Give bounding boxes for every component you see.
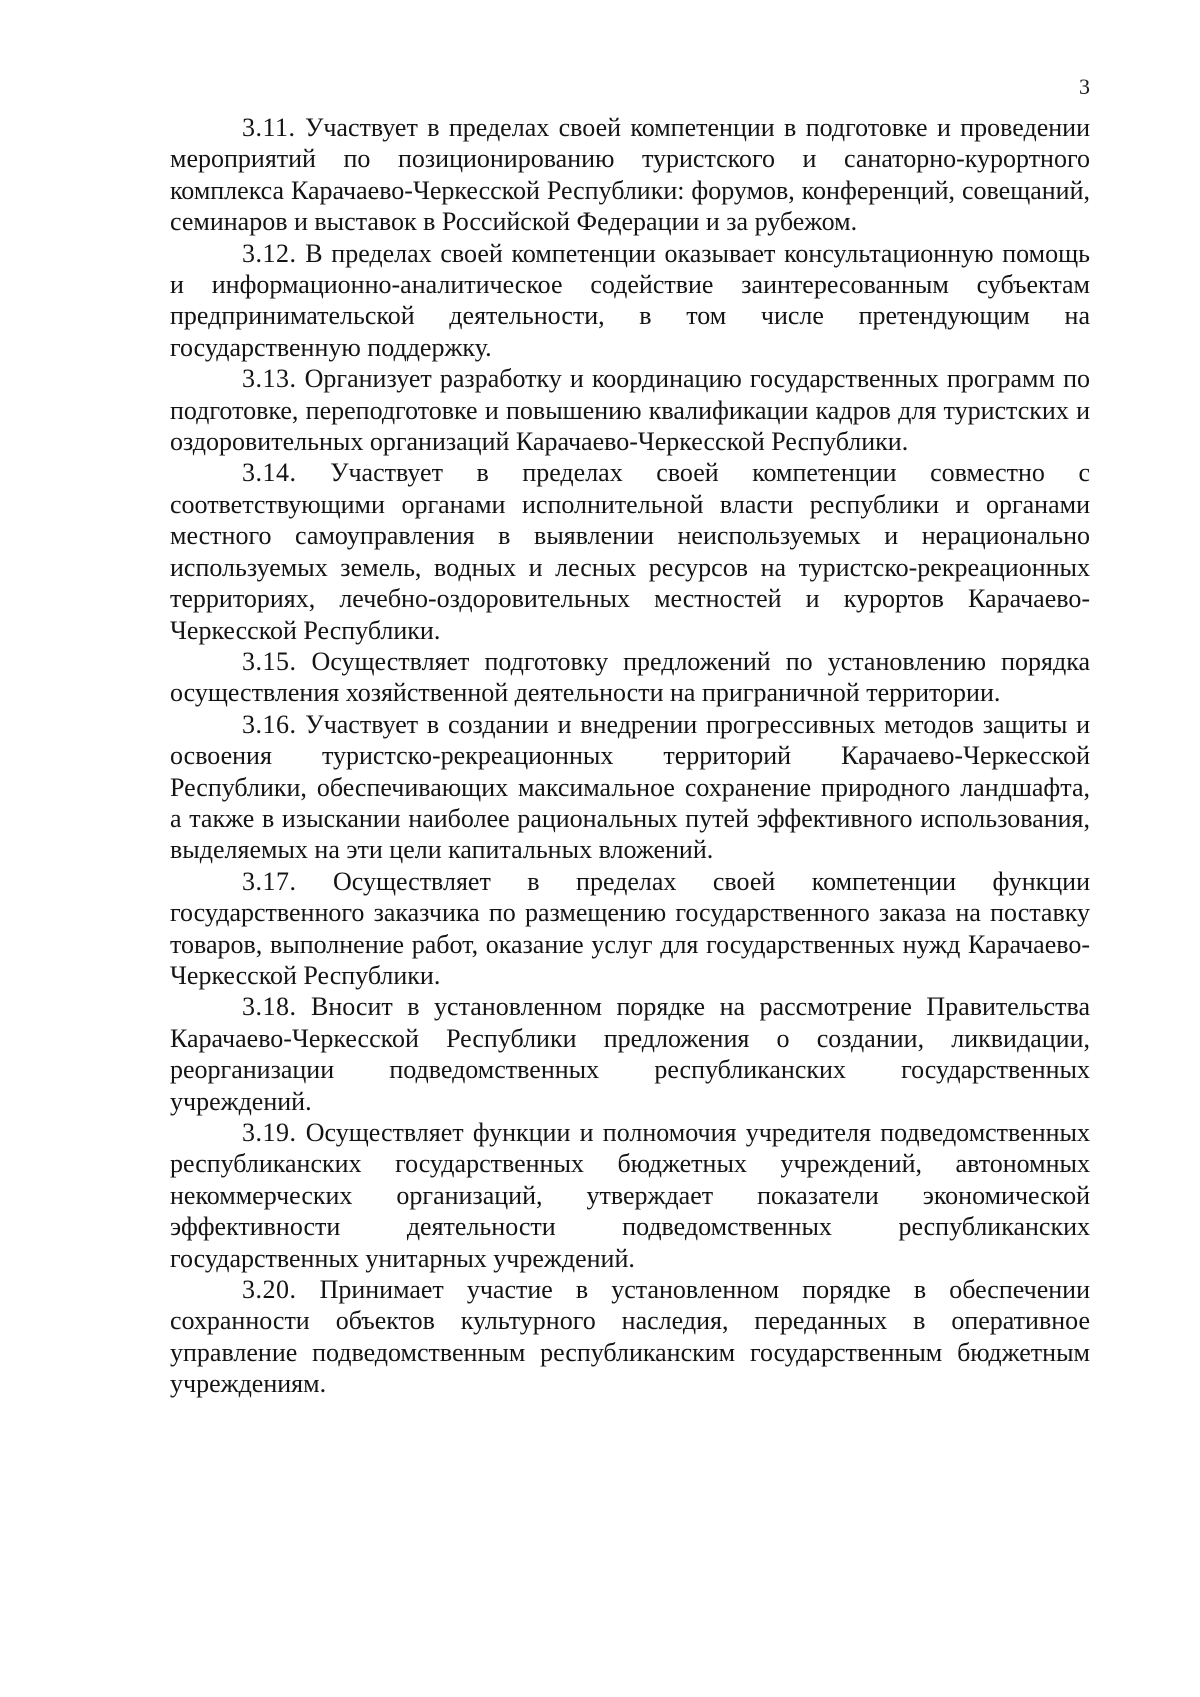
paragraph-3-14 bbox=[170, 457, 1090, 645]
document-body bbox=[170, 112, 1090, 1400]
paragraph-3-19 bbox=[170, 1117, 1090, 1274]
paragraph-text: Организует разработку и координацию государственных программ по подготовке, переподготовке и повышению квалификации кадров для туристских и оздоровительных организаций Карачаево-Черкесской Республики. bbox=[170, 364, 1091, 457]
paragraph-text: Вносит в установленном порядке на рассмотрение Правительства Карачаево-Черкесской Республики предложения о создании, ликвидации, реорганизации подведомственных республиканских государственных учреждений. bbox=[170, 992, 1091, 1116]
paragraph-3-16 bbox=[170, 709, 1090, 866]
paragraph-number: 3.19. bbox=[242, 1118, 297, 1147]
paragraph-3-18 bbox=[170, 991, 1090, 1117]
paragraph-3-15 bbox=[170, 646, 1090, 709]
paragraph-text: В пределах своей компетенции оказывает консультационную помощь и информационно-аналитическое содействие заинтересованным субъектам предпринимательской деятельности, в том числе претендующим на государственную поддержку. bbox=[170, 238, 1090, 362]
paragraph-text: Участвует в пределах своей компетенции совместно с соответствующими органами исполнительной власти республики и органами местного самоуправления в выявлении неиспользуемых и нерационально используемых земель, водных и лесных ресурсов на туристско-рекреационных территориях, лечебно-оздоровительных местностей и курортов Карачаево-Черкесской Республики. bbox=[170, 458, 1091, 645]
page-number: 3 bbox=[1079, 74, 1090, 99]
paragraph-3-12 bbox=[170, 238, 1090, 364]
paragraph-text: Принимает участие в установленном порядке в обеспечении сохранности объектов культурного наследия, переданных в оперативное управление подведомственным республиканским государственным бюджетным учреждениям. bbox=[170, 1275, 1090, 1399]
paragraph-number: 3.15. bbox=[242, 646, 297, 676]
paragraph-3-17 bbox=[170, 866, 1090, 992]
paragraph-number: 3.13. bbox=[242, 364, 297, 394]
paragraph-number: 3.18. bbox=[242, 992, 297, 1022]
paragraph-number: 3.16. bbox=[242, 709, 297, 739]
paragraph-text: Участвует в пределах своей компетенции в подготовке и проведении мероприятий по позиционированию туристского и санаторно-курортного комплекса Карачаево-Черкесской Республики: форумов, конференций, совещаний, семинаров и выставок в Российской Федерации и за рубежом. bbox=[170, 113, 1091, 237]
paragraph-3-11 bbox=[170, 112, 1090, 238]
paragraph-number: 3.12. bbox=[242, 238, 297, 268]
paragraph-3-13 bbox=[170, 363, 1090, 457]
paragraph-number: 3.14. bbox=[242, 458, 297, 488]
paragraph-3-20 bbox=[170, 1274, 1090, 1400]
paragraph-text: Осуществляет функции и полномочия учредителя подведомственных республиканских государственных бюджетных учреждений, автономных некоммерческих организаций, утверждает показатели экономической эффективности деятельности подведомственных республиканских государственных унитарных учреждений. bbox=[170, 1118, 1091, 1273]
paragraph-text: Осуществляет в пределах своей компетенции функции государственного заказчика по размещению государственного заказа на поставку товаров, выполнение работ, оказание услуг для государственных нужд Карачаево-Черкесской Республики. bbox=[170, 866, 1090, 990]
paragraph-number: 3.17. bbox=[242, 866, 297, 896]
paragraph-number: 3.11. bbox=[242, 113, 296, 142]
paragraph-number: 3.20. bbox=[242, 1275, 297, 1305]
paragraph-text: Осуществляет подготовку предложений по установлению порядка осуществления хозяйственной деятельности на приграничной территории. bbox=[170, 646, 1090, 708]
paragraph-text: Участвует в создании и внедрении прогрессивных методов защиты и освоения туристско-рекреационных территорий Карачаево-Черкесской Республики, обеспечивающих максимальное сохранение природного ландшафта, а также в изыскании наиболее рациональных путей эффективного использования, выделяемых на эти цели капитальных вложений. bbox=[170, 709, 1090, 865]
